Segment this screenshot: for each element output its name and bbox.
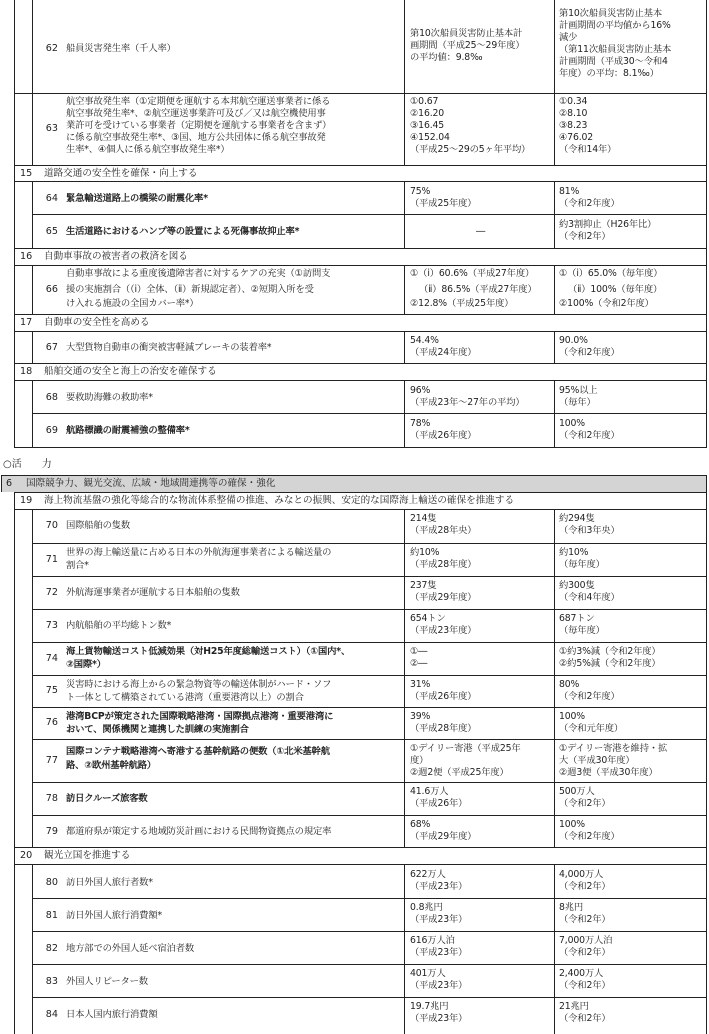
target-value: （令和2年） [559,231,611,242]
target-value: 減少 [559,32,578,43]
indicator-name: 路、②欧州基幹航路） [66,760,157,771]
target-value: （令和2年度） [559,831,620,842]
target-value: 計画期間の平均値から16% [559,20,671,31]
indicator-name: 緊急輸送道路上の橋梁の耐震化率* [66,193,208,204]
base-value: （平成23年度） [410,625,477,636]
target-value: 約294隻 [559,513,595,524]
row-number: 78 [45,793,58,804]
section-title: 自動車の安全性を高める [44,317,150,328]
base-value: 度） [410,755,429,766]
indicator-name: 船員災害発生率（千人率） [66,43,176,54]
section-number: 16 [20,251,33,262]
row-number: 71 [45,554,58,565]
base-value: ④152.04 [410,132,450,143]
target-value: （令和2年） [559,914,611,925]
base-value: （平成23年） [410,947,468,958]
section-number: 17 [20,317,33,328]
target-value: （令和2年度） [559,691,620,702]
indicator-name: 海上貨物輸送コスト低減効果（対H25年度総輸送コスト）（①国内*、 [66,646,351,657]
indicator-name: 航路標識の耐震補強の整備率* [66,425,190,436]
base-value: ②16.20 [410,108,445,119]
indicator-name: 日本人国内旅行消費額 [66,1009,158,1020]
target-value: （令和2年） [559,1013,611,1024]
base-value: ①（ⅰ）60.6%（平成27年度） [410,268,535,279]
section-title: 観光立国を推進する [44,850,131,861]
category-title: 国際競争力、観光交流、広域・地域間連携等の確保・強化 [26,478,276,489]
base-value: （平成24年度） [410,347,477,358]
target-value: 大（平成30年度） [559,755,635,766]
base-value: 616万人泊 [410,935,455,946]
indicator-name: 国際コンテナ戦略港湾へ寄港する基幹航路の便数（①北米基幹航 [66,746,330,757]
target-value: （毎年） [559,397,596,408]
base-value: 31% [410,679,431,690]
target-value: 100% [559,418,585,429]
base-value: ①0.67 [410,96,439,107]
base-value: 19.7兆円 [410,1001,449,1012]
base-value: 78% [410,418,431,429]
target-value: （毎年度） [559,625,605,636]
base-value: 654トン [410,613,446,624]
indicator-name: 内航船舶の平均総トン数* [66,620,172,631]
indicator-name: 国際船舶の隻数 [66,520,131,531]
base-value: （平成26年度） [410,691,477,702]
indicator-name: 航空事故発生率*、②航空運送事業許可及び／又は航空機使用事 [66,108,326,119]
target-value: （毎年度） [559,559,605,570]
target-value: 計画期間（平成30～令和4 [559,56,668,67]
target-value: ①デイリー寄港を維持・拡 [559,743,668,754]
base-value: 0.8兆円 [410,902,443,913]
target-value: 687トン [559,613,595,624]
base-value: （ⅱ）86.5%（平成27年度） [419,284,537,295]
indicator-name: 訪日外国人旅行者数* [66,877,153,888]
row-number: 65 [45,226,58,237]
target-value: （ⅱ）100%（毎年度） [568,284,663,295]
indicator-name: 自動車事故による重度後遺障害者に対するケアの充実（①訪問支 [66,268,331,279]
target-value: 80% [559,679,580,690]
base-value: 237隻 [410,580,437,591]
row-number: 77 [45,755,58,766]
base-value: （平成28年央） [410,525,477,536]
target-value: （令和2年） [559,798,611,809]
target-value: （第11次船員災害防止基本 [559,44,672,55]
target-value: （令和2年） [559,947,611,958]
row-number: 72 [45,587,58,598]
target-value: 95%以上 [559,385,598,396]
indicator-name: 割合* [66,560,89,571]
base-value: （平成23年） [410,914,468,925]
indicator-name: 航空事故発生率（①定期便を運航する本邦航空運送事業者に係る [66,96,331,107]
target-value: ①（ⅰ）65.0%（毎年度） [559,268,663,279]
row-number: 75 [45,685,58,696]
section-number: 15 [20,168,33,179]
base-value: 401万人 [410,968,446,979]
target-value: 2,400万人 [559,968,604,979]
target-value: ④76.02 [559,132,594,143]
indicator-name: け入れる施設の全国カバー率*） [66,298,199,309]
indicator-name: 要救助海難の救助率* [66,392,153,403]
base-value: （平成29年度） [410,831,477,842]
target-value: 年度）の平均：8.1‰） [559,68,659,79]
base-value: の平均値：9.8‰ [410,52,483,63]
base-value: （平成29年度） [410,592,477,603]
base-value: 41.6万人 [410,786,449,797]
indicator-name: ②国際*） [66,659,106,670]
target-value: 81% [559,186,580,197]
row-number: 68 [45,392,58,403]
base-value: （平成23年～27年の平均） [410,397,525,408]
section-number: 18 [20,366,33,377]
row-number: 79 [45,826,58,837]
indicator-name: 大型貨物自動車の衝突被害軽減ブレーキの装着率* [66,342,272,353]
indicator-name: 都道府県が策定する地域防災計画における民間物資拠点の規定率 [66,826,332,837]
indicator-name: 生率*、④個人に係る航空事故発生率*） [66,144,230,155]
target-value: ②週3便（平成30年度） [559,767,658,778]
base-value: 75% [410,186,431,197]
base-value: 96% [410,385,431,396]
base-value: ②週2便（平成25年度） [410,767,509,778]
target-value: （令和4年度） [559,592,620,603]
section-title: 自動車事故の被害者の救済を図る [44,251,188,262]
base-value: 39% [410,711,431,722]
target-value: 500万人 [559,786,595,797]
section-title: 道路交通の安全性を確保・向上する [44,168,198,179]
base-value: （平成28年度） [410,559,477,570]
row-number: 76 [45,717,58,728]
base-value: ①― [410,646,428,657]
indicator-name: 世界の海上輸送量に占める日本の外航海運事業者による輸送量の [66,547,332,558]
base-value: ②12.8%（平成25年度） [410,298,514,309]
base-value: 214隻 [410,513,437,524]
target-value: ③8.23 [559,120,588,131]
target-value: （令和2年度） [559,198,620,209]
row-number: 69 [45,425,58,436]
section-number: 19 [20,495,33,506]
target-value: 第10次船員災害防止基本 [559,8,662,19]
row-number: 63 [45,123,58,134]
row-number: 81 [45,910,58,921]
target-value: ②100%（令和2年度） [559,298,654,309]
base-value: 約10% [410,547,440,558]
row-number: 73 [45,620,58,631]
base-value: （平成23年） [410,881,468,892]
base-value: （平成26年） [410,798,468,809]
indicator-name: 業許可を受けている事業者（定期便を運航する事業者を含まず） [66,120,332,131]
base-value: ①デイリー寄港（平成25年 [410,743,521,754]
section-number: 20 [20,850,33,861]
target-value: 90.0% [559,335,588,346]
base-value: （平成23年） [410,1013,468,1024]
target-value: ①0.34 [559,96,588,107]
base-value: 第10次船員災害防止基本計 [410,28,523,39]
target-value: （令和元年度） [559,723,624,734]
row-number: 62 [45,43,58,54]
section-title: 海上物流基盤の強化等総合的な物流体系整備の推進、みなとの振興、安定的な国際海上輸送の確保を推進する [44,495,515,506]
base-value: （平成25年度） [410,198,477,209]
row-number: 67 [45,342,58,353]
target-value: （令和2年） [559,980,611,991]
indicator-name: 訪日外国人旅行消費額* [66,910,162,921]
target-value: 約3割抑止（H26年比） [559,219,657,230]
row-number: 64 [45,193,58,204]
base-value: 画期間（平成25～29年度） [410,40,525,51]
base-value: ②― [410,658,428,669]
indicator-name: 地方部での外国人延べ宿泊者数 [66,943,195,954]
row-number: 74 [45,653,58,664]
target-value: （令和2年度） [559,430,620,441]
indicator-name: おいて、関係機関と連携した訓練の実施割合 [66,724,249,735]
target-value: （令和3年央） [559,525,620,536]
indicator-name: 生活道路におけるハンプ等の設置による死傷事故抑止率* [66,226,300,237]
base-value: 622万人 [410,869,446,880]
row-number: 66 [45,284,58,295]
target-value: 約300隻 [559,580,595,591]
target-value: ②約5%減（令和2年度） [559,658,661,669]
base-value: （平成25～29の5ヶ年平均） [410,144,531,155]
target-value: 8兆円 [559,902,584,913]
base-value: （平成26年度） [410,430,477,441]
indicator-name: 港湾BCPが策定された国際戦略港湾・国際拠点港湾・重要港湾に [66,711,334,722]
target-value: （令和2年度） [559,347,620,358]
row-number: 84 [45,1009,58,1020]
base-value: （平成28年度） [410,723,477,734]
target-value: 100% [559,819,585,830]
base-value: 68% [410,819,431,830]
indicator-name: 援の実施割合（（ⅰ）全体、（ⅱ）新規認定者）、②短期入所を受 [66,284,314,295]
target-value: （令和14年） [559,144,617,155]
base-value: （平成23年） [410,980,468,991]
target-value: ①約3%減（令和2年度） [559,646,661,657]
row-number: 83 [45,976,58,987]
base-value: ③16.45 [410,120,445,131]
category-number: 6 [6,478,13,489]
target-value: ②8.10 [559,108,588,119]
indicator-name: 訪日クルーズ旅客数 [66,793,148,804]
target-value: 7,000万人泊 [559,935,613,946]
target-value: 約10% [559,547,589,558]
target-value: （令和2年） [559,881,611,892]
row-number: 80 [45,877,58,888]
section-title: 船舶交通の安全と海上の治安を確保する [44,366,217,377]
base-value: ― [476,226,486,237]
row-number: 70 [45,520,58,531]
indicator-name: に係る航空事故発生率*、③国、地方公共団体に係る航空事故発 [66,132,326,143]
indicator-name: 外国人リピーター数 [66,976,148,987]
target-value: 100% [559,711,585,722]
indicator-name: 外航海運事業者が運航する日本船舶の隻数 [66,587,240,598]
row-number: 82 [45,943,58,954]
target-value: 21兆円 [559,1001,589,1012]
indicator-name: ト一体として構築されている港湾（重要港湾以上）の割合 [66,692,304,703]
target-value: 4,000万人 [559,869,604,880]
section-heading-vitality: ○活 力 [3,459,52,470]
base-value: 54.4% [410,335,439,346]
indicator-name: 災害時における海上からの緊急物資等の輸送体制がハード・ソフ [66,679,332,690]
